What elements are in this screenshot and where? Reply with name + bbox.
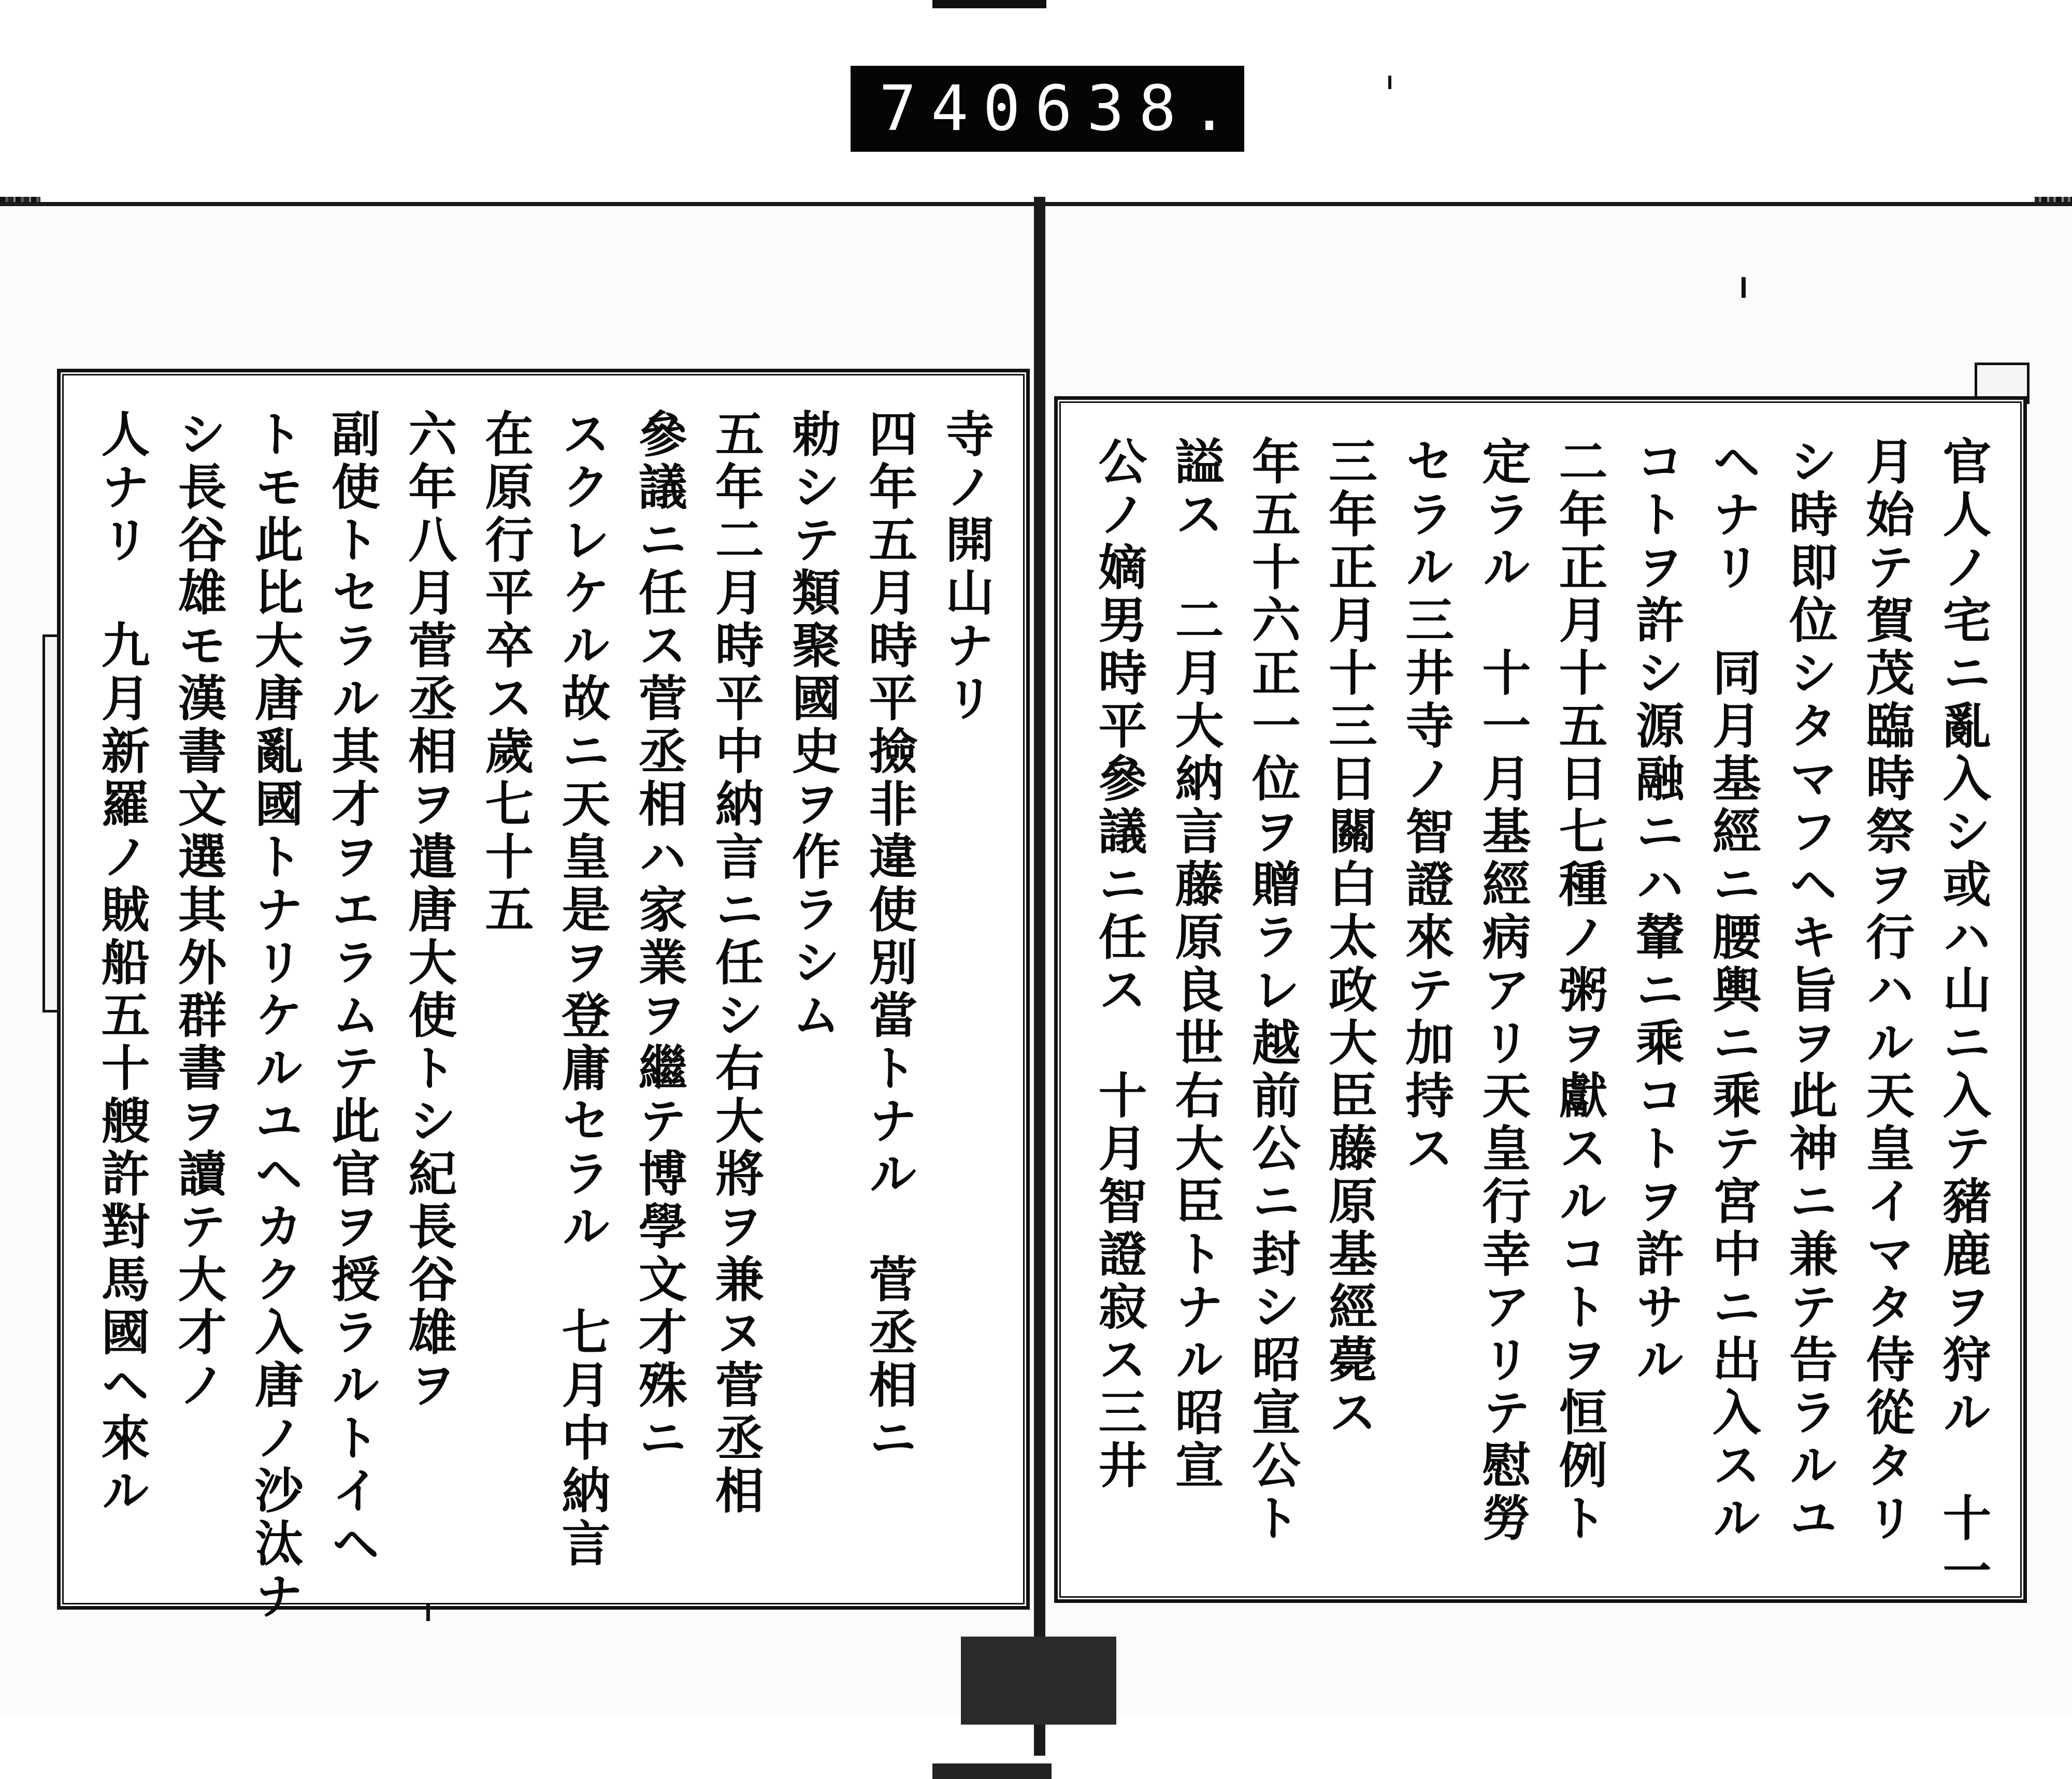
ink-speck	[1388, 76, 1391, 89]
frame-number-left: 740	[879, 73, 1035, 145]
right-column-5: コトヲ許シ源融ニハ輦ニ乘コトヲ許サル	[1627, 436, 1685, 1387]
left-column-10: トモ此比大唐亂國トナリケルユヘカク入唐ノ沙汰ナ	[246, 409, 304, 1624]
right-column-6: 二年正月十五日七種ノ粥ヲ獻スルコトヲ恒例ト	[1550, 436, 1608, 1545]
bottom-edge-mark	[932, 1763, 1052, 1779]
ink-speck	[426, 1604, 430, 1621]
left-column-5: 參議ニ任ス菅丞相ハ家業ヲ繼テ博學文才殊ニ	[630, 409, 687, 1465]
right-column-8: セラル三井寺ノ智證來テ加持ス	[1397, 436, 1454, 1176]
right-column-9: 三年正月十三日關白太政大臣藤原基經薨ス	[1320, 436, 1377, 1440]
left-column-9: 副使トセラル其才ヲエラムテ此官ヲ授ラルトイヘ	[323, 409, 380, 1571]
frame-number-right: 638.	[1034, 73, 1243, 145]
right-column-4: ヘナリ 同月基經ニ腰輿ニ乘テ宮中ニ出入スル	[1704, 436, 1761, 1545]
left-page-text-frame	[57, 369, 1030, 1624]
right-page-text-columns	[1090, 436, 1991, 1598]
right-column-12: 公ノ嫡男時平參議ニ任ス 十月智證寂ス三井	[1090, 436, 1147, 1493]
book-gutter-shadow	[961, 1637, 1116, 1725]
ink-speck	[1742, 277, 1746, 298]
top-edge-mark	[932, 0, 1046, 8]
right-column-11: 謚ス 二月大納言藤原良世右大臣トナル昭宣	[1167, 436, 1224, 1493]
right-column-10: 年五十六正一位ヲ贈ラレ越前公ニ封シ昭宣公ト	[1243, 436, 1301, 1545]
right-column-7: 定ラル 十一月基經病アリ天皇行幸アリテ慰勞	[1473, 436, 1531, 1545]
right-page-text-frame	[1054, 396, 2027, 1603]
right-column-2: 月始テ賀茂臨時祭ヲ行ハル天皇イマタ侍從タリ	[1857, 436, 1915, 1545]
left-column-4: 五年二月時平中納言ニ任シ右大將ヲ兼ヌ菅丞相	[707, 409, 764, 1518]
left-page-text-columns	[93, 409, 994, 1624]
left-column-11: シ長谷雄モ漢書文選其外群書ヲ讀テ大才ノ	[169, 409, 227, 1412]
frame-number-label	[851, 66, 1244, 152]
left-column-6: スクレケル故ニ天皇是ヲ登庸セラル 七月中納言	[553, 409, 611, 1571]
left-column-7: 在原行平卒ス歲七十五	[476, 409, 534, 937]
left-column-2: 四年五月時平撿非違使別當トナル 菅丞相ニ	[860, 409, 917, 1465]
right-column-3: シ時即位シタマフヘキ旨ヲ此神ニ兼テ告ラルユ	[1780, 436, 1838, 1545]
right-column-1: 官人ノ宅ニ亂入シ或ハ山ニ入テ豬鹿ヲ狩ル 十一	[1934, 436, 1991, 1598]
book-gutter	[1034, 197, 1045, 1756]
left-column-3: 勅シテ類聚國史ヲ作ラシム	[783, 409, 841, 1043]
left-column-12: 人ナリ 九月新羅ノ賊船五十艘許對馬國ヘ來ル	[93, 409, 150, 1518]
left-column-1: 寺ノ開山ナリ	[937, 409, 994, 726]
left-column-8: 六年八月菅丞相ヲ遣唐大使トシ紀長谷雄ヲ	[399, 409, 457, 1412]
